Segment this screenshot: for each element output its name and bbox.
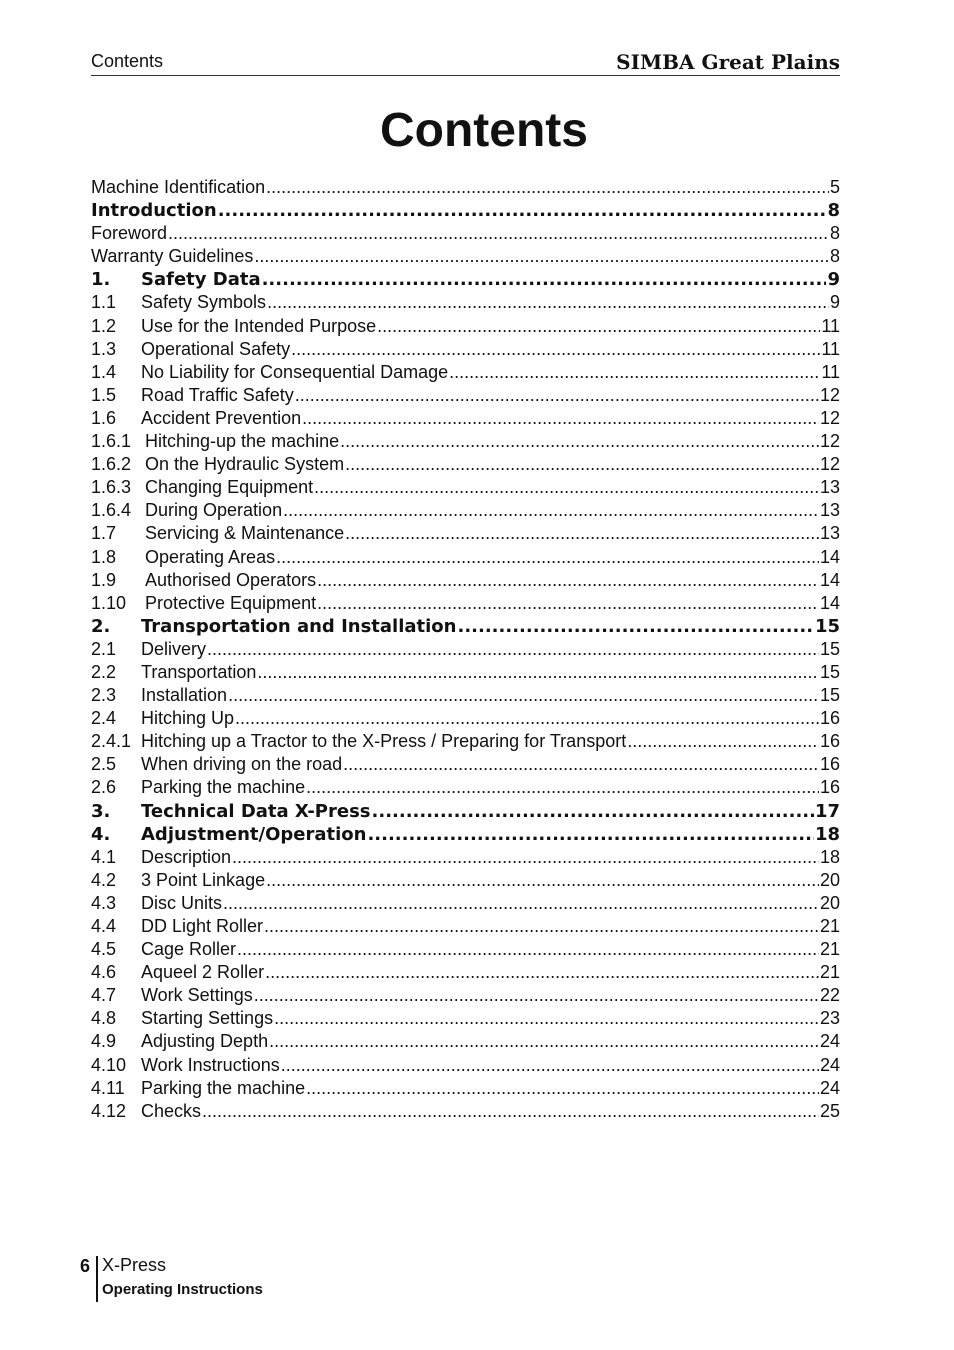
toc-entry-page: 9 (827, 269, 840, 291)
toc-entry-number: 2. (91, 615, 111, 637)
toc-dot-leader (457, 615, 813, 638)
toc-entry-page: 15 (819, 638, 840, 659)
toc-entry-page: 15 (819, 661, 840, 682)
toc-entry-number: 1.10 (91, 592, 127, 613)
toc-entry[interactable] (91, 361, 840, 384)
footer-page-number: 6 (80, 1256, 91, 1276)
toc-entry-number: 4.7 (91, 985, 117, 1006)
toc-entry[interactable] (91, 546, 840, 569)
toc-entry-number: 2.2 (91, 661, 117, 682)
toc-entry[interactable] (91, 569, 840, 592)
toc-dot-leader (228, 684, 819, 707)
toc-dot-leader (306, 776, 819, 799)
toc-entry-label: Work Settings (141, 985, 253, 1006)
toc-dot-leader (265, 961, 819, 984)
toc-entry-number: 3. (91, 800, 111, 822)
toc-entry-page: 21 (819, 962, 840, 983)
toc-entry[interactable] (91, 1030, 840, 1053)
page-header (91, 50, 840, 76)
toc-dot-leader (207, 638, 819, 661)
toc-dot-leader (264, 915, 819, 938)
toc-dot-leader (345, 453, 819, 476)
toc-entry[interactable] (91, 1077, 840, 1100)
toc-entry[interactable] (91, 453, 840, 476)
toc-entry-page: 21 (819, 916, 840, 936)
toc-entry-page: 18 (814, 823, 840, 845)
toc-entry[interactable] (91, 268, 840, 291)
toc-entry[interactable] (91, 476, 840, 499)
toc-entry[interactable] (91, 315, 840, 338)
toc-entry[interactable] (91, 892, 840, 915)
toc-entry-label: Installation (141, 685, 228, 706)
toc-entry[interactable] (91, 707, 840, 730)
toc-entry-page: 14 (819, 592, 840, 613)
toc-dot-leader (340, 430, 819, 453)
toc-entry-label: Foreword (91, 223, 168, 244)
toc-entry-label: Adjusting Depth (141, 1031, 269, 1052)
toc-entry-label: Transportation and Installation (141, 615, 457, 637)
toc-entry-label: Aqueel 2 Roller (141, 962, 265, 983)
toc-entry-page: 13 (819, 500, 840, 521)
toc-entry-label: No Liability for Consequential Damage (141, 361, 449, 382)
toc-entry[interactable] (91, 291, 840, 314)
toc-entry-page: 24 (819, 1077, 840, 1098)
toc-dot-leader (302, 407, 819, 430)
toc-entry-page: 20 (819, 869, 840, 890)
toc-entry-page: 8 (827, 200, 840, 222)
toc-dot-leader (232, 846, 819, 869)
toc-entry[interactable] (91, 592, 840, 615)
toc-entry-page: 12 (819, 431, 840, 452)
toc-dot-leader (235, 707, 819, 730)
toc-entry[interactable] (91, 407, 840, 430)
toc-entry[interactable] (91, 661, 840, 684)
toc-entry-number: 4.11 (91, 1077, 125, 1098)
toc-entry-label: Transportation (141, 661, 257, 682)
toc-entry[interactable] (91, 938, 840, 961)
toc-dot-leader (372, 800, 814, 823)
toc-dot-leader (168, 222, 829, 245)
toc-entry-number: 1.6.2 (91, 454, 132, 475)
toc-entry-page: 12 (819, 407, 840, 428)
toc-entry-page: 21 (819, 939, 840, 960)
toc-entry-label: Changing Equipment (145, 477, 314, 498)
toc-entry-label: DD Light Roller (141, 916, 264, 936)
toc-entry-number: 2.3 (91, 685, 117, 706)
toc-dot-leader (314, 476, 819, 499)
toc-entry-label: 3 Point Linkage (141, 869, 266, 890)
toc-entry[interactable] (91, 222, 840, 245)
toc-entry-label: Safety Data (141, 269, 261, 291)
toc-entry-label: Operating Areas (145, 546, 276, 567)
toc-entry-page: 15 (814, 615, 840, 637)
toc-dot-leader (267, 291, 829, 314)
toc-entry-label: Accident Prevention (141, 407, 302, 428)
toc-entry-number: 1.6 (91, 407, 117, 428)
toc-entry-page: 20 (819, 892, 840, 913)
toc-dot-leader (262, 268, 827, 291)
toc-entry[interactable] (91, 1007, 840, 1030)
toc-entry-label: Adjustment/Operation (141, 823, 367, 845)
toc-entry-label: Protective Equipment (145, 592, 317, 613)
toc-entry-label: Introduction (91, 200, 217, 222)
toc-dot-leader (257, 661, 819, 684)
toc-entry-page: 17 (814, 800, 840, 822)
page-title: Contents (380, 104, 588, 157)
toc-entry-label: Disc Units (141, 892, 223, 913)
toc-entry-number: 1.4 (91, 361, 117, 382)
toc-entry-label: Road Traffic Safety (141, 384, 294, 405)
toc-entry-number: 2.1 (91, 638, 117, 659)
toc-entry-page: 24 (819, 1054, 840, 1075)
toc-entry[interactable] (91, 384, 840, 407)
toc-dot-leader (266, 176, 829, 199)
toc-entry-number: 2.4.1 (91, 731, 132, 752)
toc-entry-label: Technical Data X-Press (141, 800, 371, 822)
toc-dot-leader (345, 522, 819, 545)
toc-entry-label: Checks (141, 1100, 202, 1121)
toc-entry-number: 4.12 (91, 1100, 127, 1121)
toc-entry[interactable] (91, 199, 840, 222)
toc-entry-page: 14 (819, 569, 840, 590)
toc-entry-page: 22 (819, 985, 840, 1006)
toc-entry-page: 11 (821, 315, 840, 336)
toc-entry[interactable] (91, 753, 840, 776)
toc-entry-number: 1.1 (91, 292, 117, 313)
toc-entry-label: Hitching Up (141, 708, 235, 729)
toc-entry-label: Servicing & Maintenance (145, 523, 345, 544)
toc-entry-label: Use for the Intended Purpose (141, 315, 377, 336)
toc-entry-number: 4.5 (91, 939, 117, 960)
toc-dot-leader (367, 823, 813, 846)
toc-entry-label: Parking the machine (141, 1077, 306, 1098)
footer-document-type: Operating Instructions (102, 1281, 263, 1298)
toc-entry-page: 24 (819, 1031, 840, 1052)
toc-entry[interactable] (91, 638, 840, 661)
toc-entry-number: 1.6.3 (91, 477, 132, 498)
toc-entry[interactable] (91, 869, 840, 892)
toc-entry-page: 13 (819, 477, 840, 498)
toc-entry-number: 1.6.1 (91, 431, 132, 452)
toc-dot-leader (306, 1077, 819, 1100)
toc-entry-label: During Operation (145, 500, 283, 521)
toc-entry[interactable] (91, 846, 840, 869)
toc-entry-page: 5 (829, 177, 840, 197)
toc-entry-label: When driving on the road (141, 754, 343, 775)
toc-entry-page: 16 (819, 731, 840, 752)
toc-entry-number: 4.10 (91, 1054, 127, 1075)
toc-entry-number: 1. (91, 269, 111, 291)
toc-dot-leader (254, 984, 819, 1007)
toc-entry-label: Parking the machine (141, 777, 306, 798)
toc-entry-page: 13 (819, 523, 840, 544)
toc-entry-page: 25 (819, 1100, 840, 1121)
toc-entry-number: 1.7 (91, 523, 117, 544)
toc-entry-page: 12 (819, 454, 840, 475)
toc-entry-page: 23 (819, 1008, 840, 1029)
toc-dot-leader (218, 199, 827, 222)
toc-entry[interactable] (91, 915, 840, 938)
toc-entry-number: 4.9 (91, 1031, 117, 1052)
toc-entry[interactable] (91, 961, 840, 984)
footer-divider (96, 1256, 98, 1302)
toc-dot-leader (295, 384, 819, 407)
toc-entry-number: 1.6.4 (91, 500, 132, 521)
toc-entry[interactable] (91, 245, 840, 268)
toc-entry-label: Machine Identification (91, 177, 266, 197)
toc-dot-leader (276, 546, 819, 569)
toc-entry-number: 4.4 (91, 916, 117, 936)
toc-dot-leader (274, 1007, 819, 1030)
header-section-title: Contents (91, 51, 164, 71)
toc-dot-leader (317, 569, 819, 592)
toc-dot-leader (281, 1054, 819, 1077)
toc-dot-leader (283, 499, 819, 522)
toc-dot-leader (237, 938, 819, 961)
toc-entry-page: 12 (819, 384, 840, 405)
toc-entry-label: On the Hydraulic System (145, 454, 345, 475)
toc-entry-number: 1.2 (91, 315, 117, 336)
toc-entry-label: Warranty Guidelines (91, 246, 254, 267)
toc-entry[interactable] (91, 176, 840, 199)
toc-dot-leader (627, 730, 819, 753)
toc-entry-label: Description (141, 846, 232, 867)
toc-entry[interactable] (91, 430, 840, 453)
toc-entry[interactable] (91, 1054, 840, 1077)
footer-product-name: X-Press (102, 1255, 167, 1275)
toc-entry-page: 18 (819, 846, 840, 867)
toc-entry-page: 9 (829, 292, 840, 313)
toc-dot-leader (291, 338, 820, 361)
toc-dot-leader (266, 869, 819, 892)
toc-dot-leader (223, 892, 819, 915)
brand-logo-text: SIMBA Great Plains (616, 50, 840, 74)
toc-entry[interactable] (91, 776, 840, 799)
toc-entry-label: Delivery (141, 638, 207, 659)
toc-entry-number: 2.5 (91, 754, 117, 775)
toc-entry[interactable] (91, 522, 840, 545)
toc-entry[interactable] (91, 800, 840, 823)
toc-entry-number: 4.3 (91, 892, 117, 913)
toc-entry-label: Authorised Operators (145, 569, 317, 590)
toc-entry-number: 1.8 (91, 546, 117, 567)
toc-entry-number: 1.5 (91, 384, 117, 405)
toc-dot-leader (449, 361, 820, 384)
toc-entry-number: 4.8 (91, 1008, 117, 1029)
toc-entry-number: 1.3 (91, 338, 117, 359)
toc-entry[interactable] (91, 684, 840, 707)
toc-entry-label: Safety Symbols (141, 292, 267, 313)
toc-dot-leader (317, 592, 819, 615)
toc-entry-page: 8 (829, 246, 840, 267)
toc-dot-leader (202, 1100, 819, 1123)
toc-entry-page: 16 (819, 708, 840, 729)
toc-dot-leader (343, 753, 819, 776)
toc-entry-number: 4.6 (91, 962, 117, 983)
toc-entry[interactable] (91, 338, 840, 361)
toc-entry-number: 4.1 (91, 846, 117, 867)
toc-entry[interactable] (91, 499, 840, 522)
toc-entry-label: Operational Safety (141, 338, 291, 359)
toc-entry-label: Work Instructions (141, 1054, 280, 1075)
toc-entry-page: 8 (829, 223, 840, 244)
toc-entry-page: 11 (821, 338, 840, 359)
toc-entry-number: 2.4 (91, 708, 117, 729)
toc-dot-leader (269, 1030, 819, 1053)
toc-dot-leader (377, 315, 820, 338)
toc-entry-number: 1.9 (91, 569, 117, 590)
toc-entry-page: 11 (821, 361, 840, 382)
toc-entry-page: 16 (819, 754, 840, 775)
toc-entry-number: 4. (91, 823, 111, 845)
toc-entry-label: Starting Settings (141, 1008, 274, 1029)
toc-entry-label: Hitching up a Tractor to the X-Press / Preparing for Transport (141, 731, 627, 752)
toc-entry-page: 15 (819, 685, 840, 706)
toc-entry-page: 16 (819, 777, 840, 798)
toc-entry-label: Cage Roller (141, 939, 237, 960)
toc-entry[interactable] (91, 984, 840, 1007)
toc-dot-leader (254, 245, 829, 268)
toc-entry[interactable] (91, 823, 840, 846)
toc-entry-number: 2.6 (91, 777, 117, 798)
toc-entry[interactable] (91, 1100, 840, 1123)
toc-entry[interactable] (91, 730, 840, 753)
table-of-contents (91, 176, 840, 1123)
toc-entry-label: Hitching-up the machine (145, 431, 340, 452)
toc-entry[interactable] (91, 615, 840, 638)
toc-entry-page: 14 (819, 546, 840, 567)
toc-entry-number: 4.2 (91, 869, 117, 890)
